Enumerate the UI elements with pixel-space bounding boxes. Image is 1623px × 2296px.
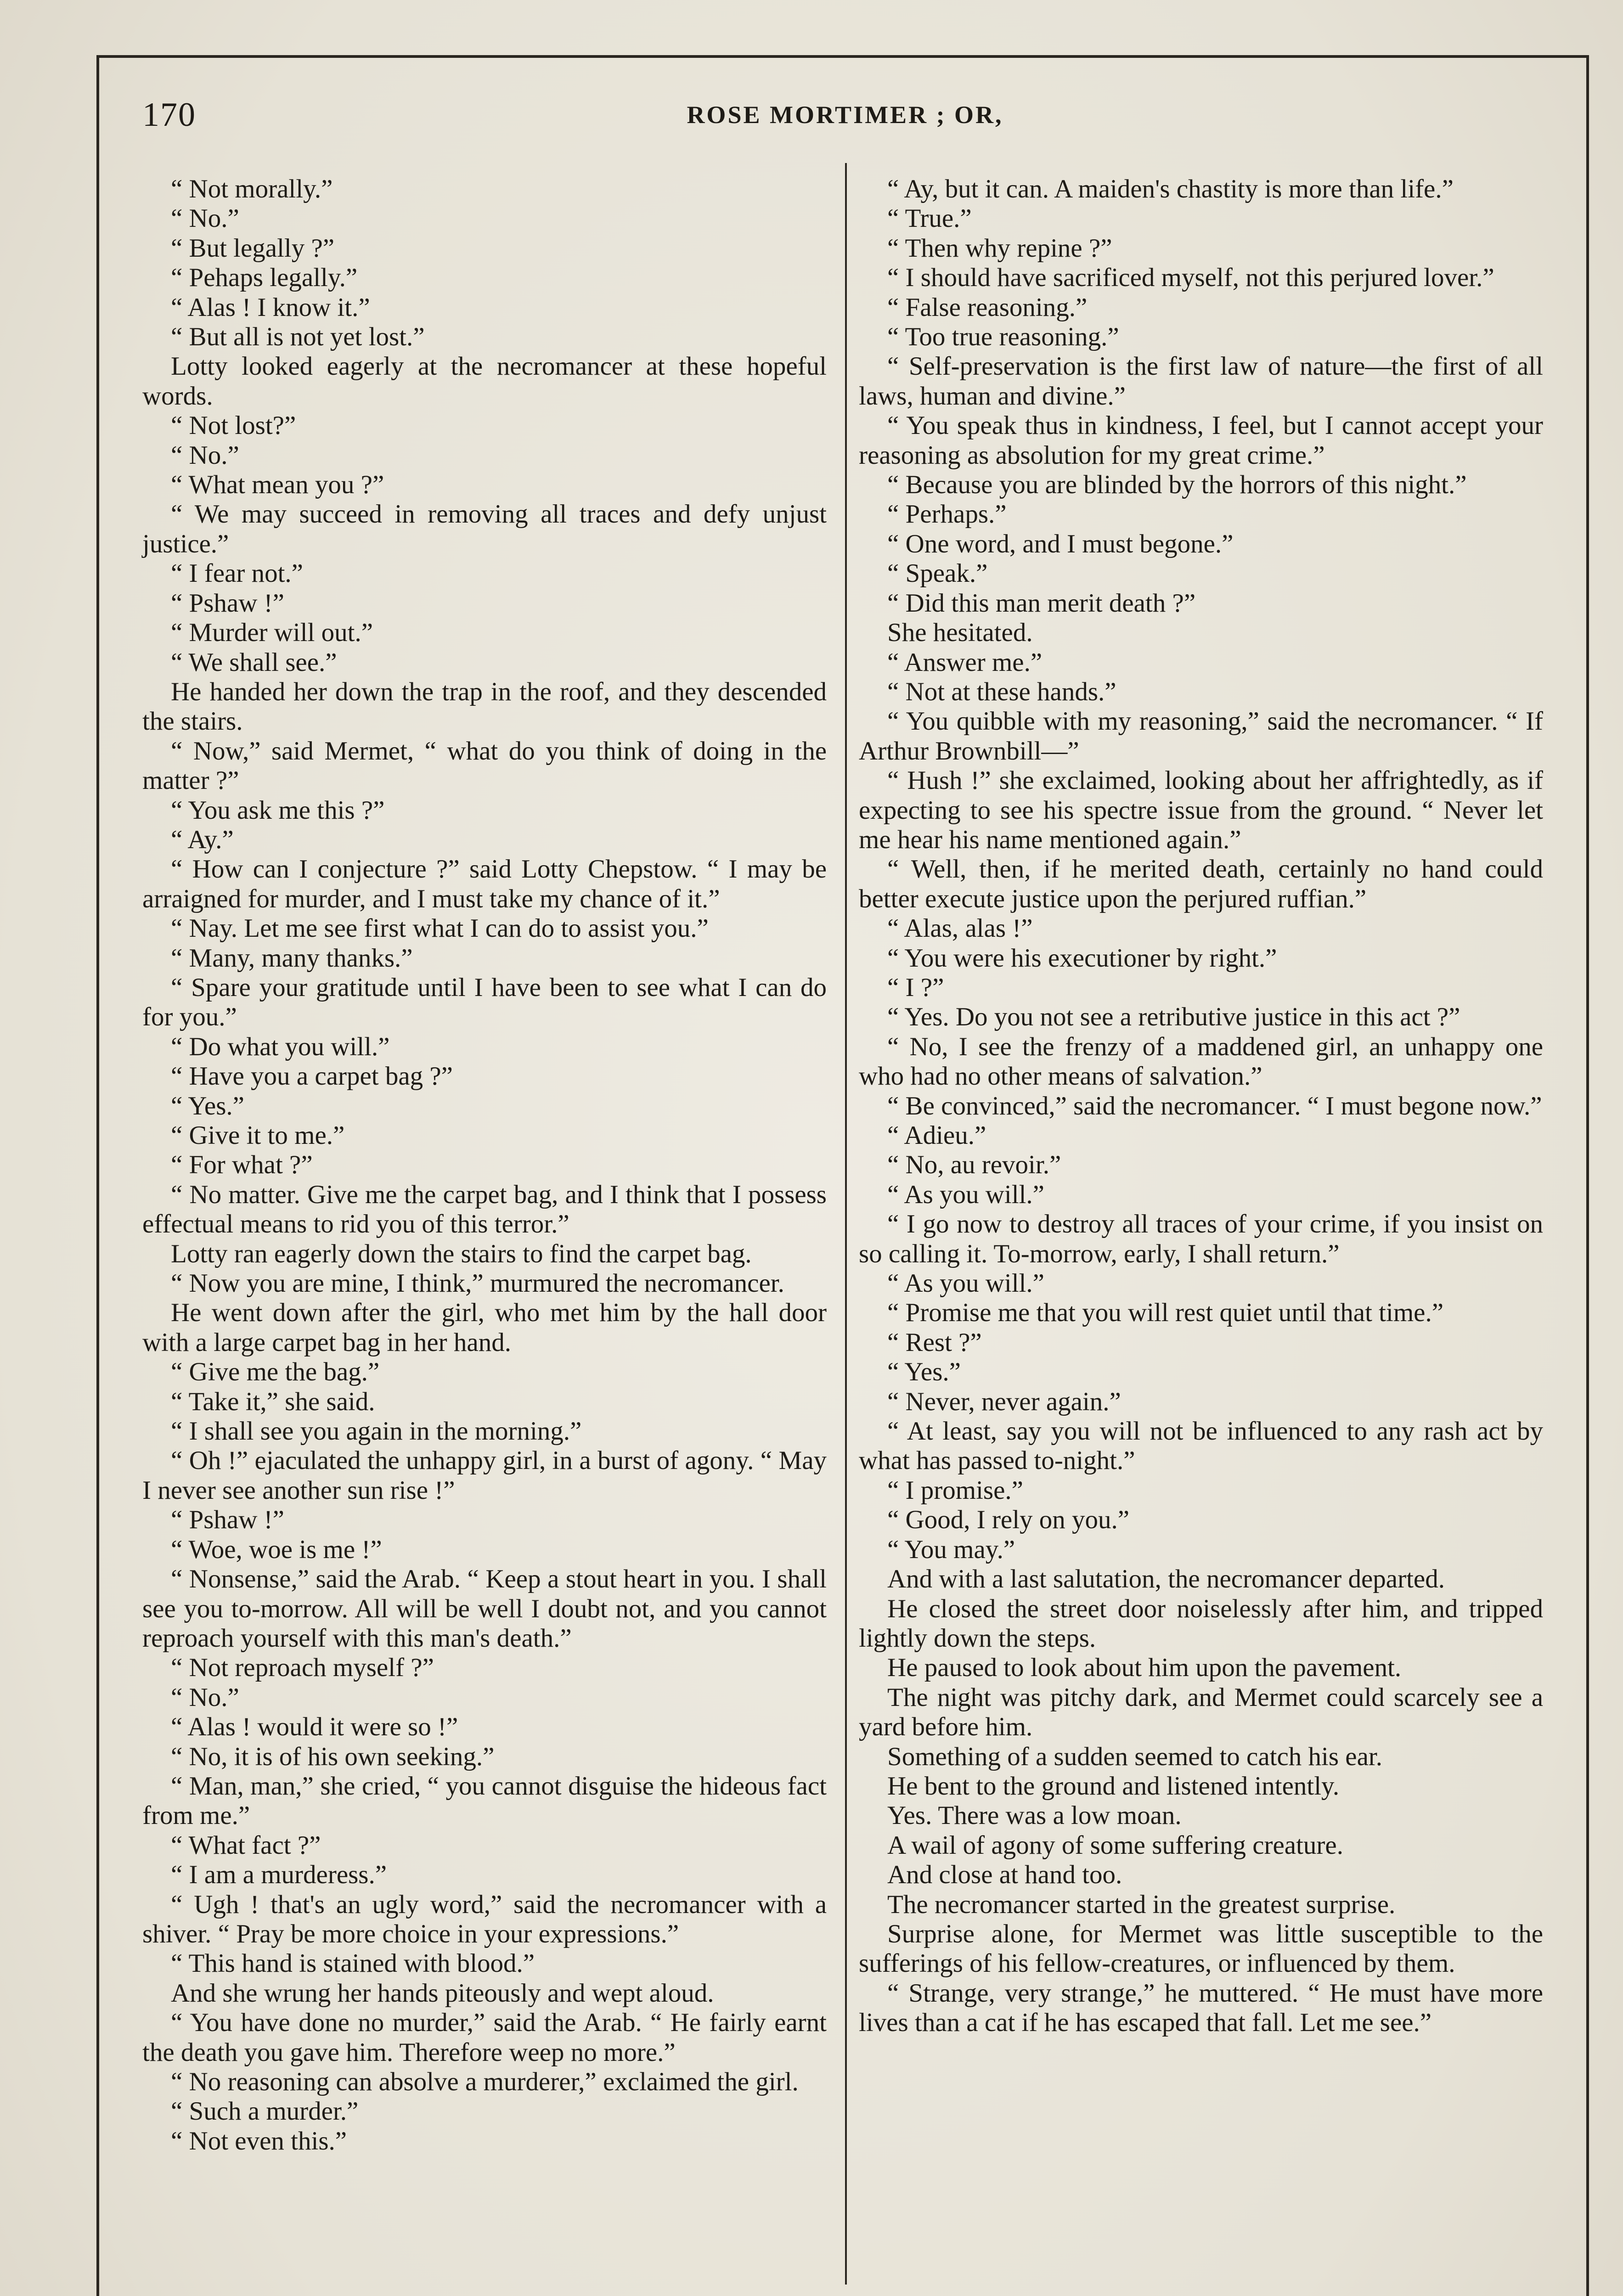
paragraph: “ Now,” said Mermet, “ what do you think of doing in the matter ?” [142,736,827,795]
paragraph: “ No.” [171,1683,239,1712]
paragraph: “ Yes.” [887,1357,961,1387]
paragraph: “ Hush !” she exclaimed, looking about her affrightedly, as if expecting to see his spectre issue from the ground. “ Never let me hear his name mentioned again.” [859,766,1543,854]
paragraph: Yes. There was a low moan. [887,1801,1182,1830]
paragraph: “ You were his executioner by right.” [887,943,1277,973]
paragraph: “ This hand is stained with blood.” [171,1949,535,1978]
paragraph: “ Alas, alas !” [887,914,1033,943]
paragraph: “ We may succeed in removing all traces and defy unjust justice.” [142,500,827,558]
paragraph: “ Oh !” ejaculated the unhappy girl, in a burst of agony. “ May I never see another sun rise !” [142,1446,827,1505]
paragraph: Lotty ran eagerly down the stairs to find the carpet bag. [171,1239,752,1268]
paragraph: “ Alas ! would it were so !” [171,1712,458,1742]
paragraph: “ You may.” [887,1535,1015,1564]
paragraph: “ Pehaps legally.” [171,263,358,293]
paragraph: “ Not lost?” [171,411,296,440]
paragraph: “ I promise.” [887,1475,1023,1505]
paragraph: And she wrung her hands piteously and wept aloud. [171,1978,714,2008]
paragraph: “ Be convinced,” said the necromancer. “ I must begone now.” [887,1091,1542,1120]
left-text-column [142,174,827,2156]
paragraph: He closed the street door noiselessly after him, and tripped lightly down the steps. [859,1594,1543,1653]
paragraph: “ At least, say you will not be influenced to any rash act by what has passed to-night.” [859,1417,1543,1475]
paragraph: “ Nay. Let me see first what I can do to assist you.” [171,914,709,943]
paragraph: Surprise alone, for Mermet was little susceptible to the sufferings of his fellow-creatures, or influenced by them. [859,1919,1543,1978]
paragraph: “ Have you a carpet bag ?” [171,1062,453,1091]
column-divider [845,163,847,2285]
paragraph: “ Take it,” she said. [171,1387,375,1416]
paragraph: “ Strange, very strange,” he muttered. “ He must have more lives than a cat if he has escaped that fall. Let me see.” [859,1978,1543,2037]
paragraph: “ Yes. Do you not see a retributive justice in this act ?” [887,1002,1460,1032]
paragraph: “ Murder will out.” [171,618,373,647]
paragraph: Lotty looked eagerly at the necromancer at these hopeful words. [142,352,827,411]
paragraph: The necromancer started in the greatest surprise. [887,1890,1396,1919]
paragraph: “ Never, never again.” [887,1387,1121,1416]
paragraph: “ Such a murder.” [171,2097,359,2126]
paragraph: “ Nonsense,” said the Arab. “ Keep a stout heart in you. I shall see you to-morrow. All will be well I doubt not, and you cannot reproach yourself with this man's death.” [142,1564,827,1653]
paragraph: “ You ask me this ?” [171,795,385,825]
paragraph: “ As you will.” [887,1180,1044,1209]
paragraph: “ Woe, woe is me !” [171,1535,382,1564]
paragraph: “ I fear not.” [171,559,303,588]
paragraph: “ No.” [171,204,239,233]
paragraph: “ Give it to me.” [171,1121,345,1150]
paragraph: “ No matter. Give me the carpet bag, and I think that I possess effectual means to rid you of this terror.” [142,1180,827,1239]
paragraph: “ No, au revoir.” [887,1150,1061,1180]
right-text-column [859,174,1543,2038]
paragraph: “ Ugh ! that's an ugly word,” said the necromancer with a shiver. “ Pray be more choice in your expressions.” [142,1890,827,1948]
paragraph: “ I go now to destroy all traces of your crime, if you insist on so calling it. To-morrow, early, I shall return.” [859,1210,1543,1268]
paragraph: “ Give me the bag.” [171,1357,380,1387]
paragraph: “ Do what you will.” [171,1032,390,1061]
paragraph: “ I am a murderess.” [171,1860,387,1890]
paragraph: “ Ay, but it can. A maiden's chastity is more than life.” [887,174,1454,203]
paragraph: “ But legally ?” [171,233,335,263]
paragraph: “ Then why repine ?” [887,233,1112,263]
paragraph: “ But all is not yet lost.” [171,322,425,352]
paragraph: “ Pshaw !” [171,588,284,618]
paragraph: The night was pitchy dark, and Mermet could scarcely see a yard before him. [859,1683,1543,1742]
paragraph: A wail of agony of some suffering creature. [887,1830,1343,1860]
paragraph: “ Too true reasoning.” [887,322,1119,352]
paragraph: “ False reasoning.” [887,293,1088,322]
paragraph: She hesitated. [887,618,1033,647]
paragraph: “ One word, and I must begone.” [887,529,1234,558]
paragraph: “ You speak thus in kindness, I feel, but I cannot accept your reasoning as absolution for my great crime.” [859,411,1543,470]
paragraph: “ No, it is of his own seeking.” [171,1742,495,1771]
page-number: 170 [142,96,196,134]
paragraph: “ Yes.” [171,1091,244,1120]
paragraph: “ Adieu.” [887,1121,986,1150]
paragraph: “ How can I conjecture ?” said Lotty Chepstow. “ I may be arraigned for murder, and I must take my chance of it.” [142,855,827,913]
paragraph: “ Man, man,” she cried, “ you cannot disguise the hideous fact from me.” [142,1771,827,1830]
paragraph: “ Perhaps.” [887,500,1007,529]
paragraph: “ Not even this.” [171,2126,347,2155]
paragraph: “ Because you are blinded by the horrors of this night.” [887,470,1467,500]
paragraph: “ What fact ?” [171,1830,321,1860]
paragraph: “ No, I see the frenzy of a maddened girl, an unhappy one who had no other means of salvation.” [859,1032,1543,1091]
paragraph: “ Spare your gratitude until I have been to see what I can do for you.” [142,973,827,1032]
paragraph: “ No reasoning can absolve a murderer,” exclaimed the girl. [171,2067,799,2096]
paragraph: “ True.” [887,204,972,233]
paragraph: “ Ay.” [171,825,234,854]
paragraph: “ For what ?” [171,1150,313,1180]
paragraph: And with a last salutation, the necromancer departed. [887,1564,1445,1594]
paragraph: “ Did this man merit death ?” [887,588,1196,618]
paragraph: “ Rest ?” [887,1328,982,1357]
paragraph: “ You quibble with my reasoning,” said the necromancer. “ If Arthur Brownbill—” [859,707,1543,765]
paragraph: He bent to the ground and listened intently. [887,1771,1340,1801]
paragraph: “ We shall see.” [171,647,337,677]
paragraph: And close at hand too. [887,1860,1122,1890]
paragraph: “ Answer me.” [887,647,1043,677]
paragraph: “ I ?” [887,973,944,1002]
paragraph: “ Promise me that you will rest quiet until that time.” [887,1298,1444,1328]
paragraph: “ Speak.” [887,559,988,588]
paragraph: Something of a sudden seemed to catch his ear. [887,1742,1382,1771]
paragraph: “ Not reproach myself ?” [171,1653,434,1683]
paragraph: “ Alas ! I know it.” [171,293,370,322]
paragraph: “ Many, many thanks.” [171,943,413,973]
running-header [142,94,1548,135]
paragraph: “ You have done no murder,” said the Arab. “ He fairly earnt the death you gave him. Therefore weep no more.” [142,2008,827,2067]
paragraph: “ Well, then, if he merited death, certainly no hand could better execute justice upon the perjured ruffian.” [859,855,1543,913]
paragraph: “ I shall see you again in the morning.” [171,1417,582,1446]
paragraph: He went down after the girl, who met him by the hall door with a large carpet bag in her hand. [142,1298,827,1357]
paragraph: “ What mean you ?” [171,470,384,500]
paragraph: “ Not at these hands.” [887,677,1116,706]
running-title: ROSE MORTIMER ; OR, [687,101,1003,129]
paragraph: “ Pshaw !” [171,1505,284,1535]
paragraph: He paused to look about him upon the pavement. [887,1653,1402,1683]
paragraph: “ No.” [171,440,239,470]
paragraph: “ Not morally.” [171,174,333,203]
paragraph: “ Now you are mine, I think,” murmured the necromancer. [171,1269,784,1298]
paragraph: “ Good, I rely on you.” [887,1505,1130,1535]
paragraph: “ Self-preservation is the first law of nature—the first of all laws, human and divine.” [859,352,1543,411]
paragraph: He handed her down the trap in the roof, and they descended the stairs. [142,677,827,736]
paragraph: “ As you will.” [887,1269,1044,1298]
paragraph: “ I should have sacrificed myself, not this perjured lover.” [887,263,1494,293]
